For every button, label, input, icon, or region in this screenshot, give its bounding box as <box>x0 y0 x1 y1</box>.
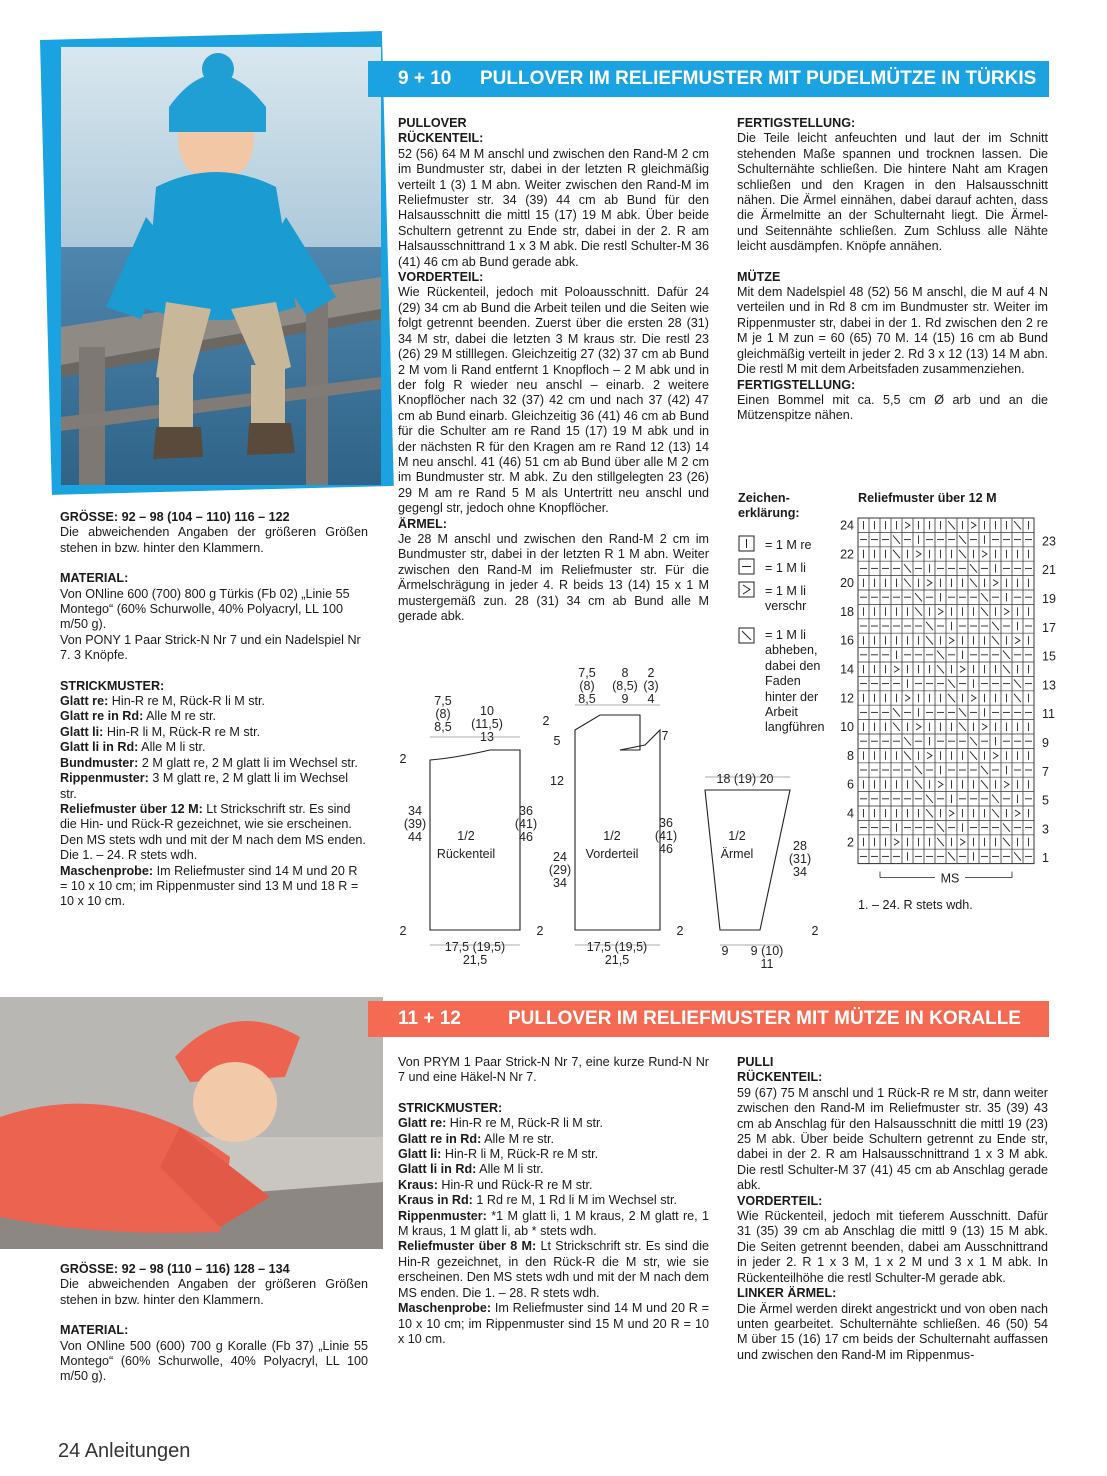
chart-row-left: 24 <box>840 518 854 533</box>
size2-heading: GRÖSSE: 92 – 98 (110 – 116) 128 – 134 <box>60 1262 290 1276</box>
size-text: Die abweichenden Angaben der größeren Größen stehen in bzw. hinter den Klammern. <box>60 525 368 555</box>
page-number: 24 <box>58 1440 81 1462</box>
chart-row-right: 19 <box>1042 591 1056 606</box>
section2-right-column <box>737 1055 1048 1363</box>
strickmuster2-heading: STRICKMUSTER: <box>398 1100 503 1115</box>
back-top-right: 10 (11,5) 13 <box>471 704 503 744</box>
finish-heading: FERTIGSTELLUNG: <box>737 116 856 130</box>
back-label: 1/2 Rückenteil <box>436 829 496 861</box>
knitting-chart <box>830 512 1080 912</box>
front-bottom: 17,5 (19,5) 21,5 <box>586 940 648 967</box>
back-height2: 36 (41) 46 <box>514 804 538 844</box>
chart-row-right: 23 <box>1042 534 1056 549</box>
strickmuster2-item: Reliefmuster über 8 M: Lt Strickschrift str. Es sind die Hin-R gezeichnet, in den Rück-R die M str, wie sie erscheinen. Den MS stets wdh und mit der M nach dem MS enden. Die 1. – 28. R stets wdh. <box>398 1239 710 1300</box>
front-five: 5 <box>553 734 561 748</box>
material2-text: Von ONline 500 (600) 700 g Koralle (Fb 37) „Linie 55 Montego“ (60% Schurwolle, 40% Polyacryl, LL 100 m/50 g). <box>60 1338 368 1384</box>
chart-row-left: 2 <box>847 835 854 850</box>
back-two-right: 2 <box>536 924 544 938</box>
chart-row-right: 3 <box>1042 822 1049 837</box>
front-text: Wie Rückenteil, jedoch mit Poloausschnitt. Dafür 24 (29) 34 cm ab Bund die Arbeit teilen und die Seiten wie folgt getrennt beenden. Zuerst über die ersten 28 (31) 34 M str, dabei die letzten 3 M kraus str. Die restl 23 (26) 29 M stilllegen. Gleichzeitig 27 (32) 37 cm ab Bund 2 M vom li Rand entfernt 1 Knopfloch – 2 M abk und in der folg R wieder neu anschl – einarb. 2 weitere Knopflöcher nach 32 (37) 42 cm und nach 37 (42) 47 cm ab Bund einarb. Gleichzeitig 36 (41) 46 cm ab Bund für die Schulter am re Rand 15 (17) 19 M abk und in der nächsten R für den Kragen am re Rand 12 (13) 14 M neu anschl. 41 (46) 51 cm ab Bund über alle M 2 cm im Bundmuster str. M abk. Zu den stillgelegten 23 (26) 29 M am re Rand 5 M als Untertritt neu anschl und gegengl str, jedoch ohne Knopflöcher. <box>398 285 709 516</box>
needles-text: Von PRYM 1 Paar Strick-N Nr 7, eine kurze Rund-N Nr 7 und eine Häkel-N Nr 7. <box>398 1055 709 1085</box>
footer-label: Anleitungen <box>84 1440 191 1462</box>
strickmuster2-item: Kraus: Hin-R und Rück-R re M str. <box>398 1177 593 1192</box>
pulli-heading: PULLI <box>737 1055 774 1069</box>
page-footer <box>58 1440 190 1462</box>
back-piece <box>430 750 520 930</box>
photo-boy-scene <box>61 47 381 485</box>
front-two-right: 2 <box>676 924 684 938</box>
back-height: 34 (39) 44 <box>403 804 427 844</box>
strickmuster-item: Glatt re in Rd: Alle M re str. <box>60 709 217 724</box>
front-label: 1/2 Vorderteil <box>585 829 639 861</box>
back-two-top: 2 <box>399 752 407 766</box>
chart-row-left: 10 <box>840 720 854 735</box>
chart-row-left: 14 <box>840 662 854 677</box>
chart-row-right: 5 <box>1042 793 1049 808</box>
strickmuster2-item: Glatt re: Hin-R re M, Rück-R li M str. <box>398 1116 604 1131</box>
legend-title: Zeichen- <box>738 491 790 505</box>
legend-item-li: = 1 M li <box>765 561 806 575</box>
section2-title: PULLOVER IM RELIEFMUSTER MIT MÜTZE IN KORALLE <box>508 1008 1021 1029</box>
section1-right-column <box>737 116 1048 424</box>
sleeve-text: Je 28 M anschl und zwischen den Rand-M 2 cm im Bundmuster str, dabei in der letzten R 1 M abn. Weiter zwischen den Rand-M im Reliefmuster str. Für die Ärmelschrägung in jeder 4. R beids 13 (14) 15 x 1 M mustergemäß zun. 28 (31) 34 cm ab Bund alle M gerade abk. <box>398 531 709 623</box>
section1-number: 9 + 10 <box>398 68 452 89</box>
chart-note: 1. – 24. R stets wdh. <box>858 898 973 912</box>
legend-symbols <box>738 535 758 655</box>
sleeve-top: 18 (19) 20 <box>716 772 774 786</box>
chart-row-left: 22 <box>840 547 854 562</box>
front-piece <box>575 715 660 930</box>
strickmuster-item: Rippenmuster: 3 M glatt re, 2 M glatt li im Wechsel str. <box>60 771 349 801</box>
strickmuster2-item: Glatt re in Rd: Alle M re str. <box>398 1131 555 1146</box>
chart-row-left: 8 <box>847 748 854 763</box>
front-top-3: 2 (3) 4 <box>643 666 659 706</box>
hat-finish-heading: FERTIGSTELLUNG: <box>737 377 856 392</box>
section2-mid-column <box>398 1055 709 1347</box>
hat-heading: MÜTZE <box>737 269 781 284</box>
legend-item-re: = 1 M re <box>765 538 812 552</box>
front-heading: VORDERTEIL: <box>398 270 484 285</box>
chart-title: Reliefmuster über 12 M <box>858 491 997 505</box>
back2-heading: RÜCKENTEIL: <box>737 1070 823 1085</box>
sleeve-two-right: 2 <box>811 924 819 938</box>
legend-item-abheben: = 1 M li abheben, dabei den Faden hinter der Arbeit langführen <box>765 628 825 735</box>
legend: Zeichen- erklärung: <box>738 491 838 522</box>
back-text: 52 (56) 64 M M anschl und zwischen den Rand-M 2 cm im Bundmuster str, dabei in der letzten R gleichmäßig verteilt 1 (3) 1 M abn. Weiter zwischen den Rand-M im Reliefmuster str. 34 (39) 44 cm ab Bund für den Halsausschnitt die mittl 15 (17) 19 M abk. Über beide Schultern getrennt zu Ende str, dabei in der 2. R am Halsausschnittrand 1 x 3 M abk. Die restl Schulter-M 36 (41) 46 cm ab Bund gerade abk. <box>398 146 709 269</box>
material2-heading: MATERIAL: <box>60 1323 129 1338</box>
sleeve-bottom-right: 9 (10) 11 <box>750 944 784 971</box>
section2-left-column <box>60 1262 368 1385</box>
sleeve-label: 1/2 Ärmel <box>720 829 754 861</box>
hat-text: Mit dem Nadelspiel 48 (52) 56 M anschl, die M auf 4 N verteilen und in Rd 8 cm im Bundmuster str. Weiter im Rippenmuster str, dabei in der 1. Rd zwischen den 2 re M je 1 M zun = 60 (65) 70 M. 14 (15) 16 cm ab Bund gleichmäßig verteilt in jeder 2. Rd 3 x 12 (13) 14 M abn. Die restl M mit dem Arbeitsfaden zusammenziehen. <box>737 285 1048 377</box>
strickmuster2-item: Kraus in Rd: 1 Rd re M, 1 Rd li M im Wechsel str. <box>398 1193 677 1208</box>
back2-text: 59 (67) 75 M anschl und 1 Rück-R re M str, dann weiter zwischen den Rand-M im Reliefmuster str. 35 (39) 43 cm ab Anschlag für den Halsausschnitt die mittl 19 (23) 25 M abk. Über beide Schultern getrennt zu Ende str, dabei in der 2. R am Halsausschnittrand 1 x 3 M abk. Die restl Schulter-M 37 (41) 45 cm ab Anschlag gerade abk. <box>737 1085 1048 1193</box>
front-two-top: 2 <box>542 714 550 728</box>
front-height: 24 (29) 34 <box>548 850 572 890</box>
material-text: Von ONline 600 (700) 800 g Türkis (Fb 02) „Linie 55 Montego“ (60% Schurwolle, 40% Polyacryl, LL 100 m/50 g). Von PONY 1 Paar Strick-N Nr 7 und ein Nadelspiel Nr 7. 3 Knöpfe. <box>60 586 361 663</box>
pullover-heading: PULLOVER <box>398 116 467 130</box>
strickmuster-heading: STRICKMUSTER: <box>60 678 165 693</box>
front-height2: 36 (41) 46 <box>654 816 678 856</box>
chart-row-left: 6 <box>847 777 854 792</box>
pattern-schematic <box>395 665 835 975</box>
size2-text: Die abweichenden Angaben der größeren Größen stehen in bzw. hinter den Klammern. <box>60 1277 368 1307</box>
sleeve-height: 28 (31) 34 <box>788 839 812 879</box>
front2-text: Wie Rückenteil, jedoch mit tieferem Ausschnitt. Dafür 31 (35) 39 cm ab Anschlag die mittl 9 (13) 15 M abk. Die Seiten getrennt beenden, dabei am Ausschnittrand in jeder 2. R 1 x 3 M, 1 x 2 M und 3 x 1 M abk. In Rückenteilhöhe die restl Schulter-M gerade abk. <box>737 1209 1048 1285</box>
strickmuster2-item: Rippenmuster: *1 M glatt li, 1 M kraus, 2 M glatt re, 1 M kraus, 1 M glatt li, ab * stets wdh. <box>398 1208 710 1239</box>
material-heading: MATERIAL: <box>60 571 129 586</box>
chart-row-right: 1 <box>1042 851 1049 866</box>
back-two-bottom: 2 <box>399 924 407 938</box>
left-sleeve-text: Die Ärmel werden direkt angestrickt und von oben nach unten gearbeitet. Schulternähte schließen. 46 (50) 54 M über 15 (16) 17 cm beids der Schulternaht auffassen und zwischen den Rand-M im Rippenmus- <box>737 1301 1048 1362</box>
chart-row-right: 11 <box>1042 707 1055 722</box>
strickmuster-item: Bundmuster: 2 M glatt re, 2 M glatt li im Wechsel str. <box>60 755 358 770</box>
chart-row-right: 7 <box>1042 764 1049 779</box>
front-top-2: 8 (8,5) 9 <box>612 666 638 706</box>
section1-mid-column <box>398 116 709 624</box>
photo-girl-coral <box>0 997 383 1249</box>
front-twelve: 12 <box>550 774 564 788</box>
chart-row-right: 21 <box>1042 563 1056 578</box>
sleeve-bottom-left: 9 <box>721 944 729 958</box>
sleeve-heading: ÄRMEL: <box>398 516 447 531</box>
back-bottom: 17,5 (19,5) 21,5 <box>444 940 506 967</box>
front-seven: 7 <box>661 729 669 743</box>
ms-label: MS <box>940 871 960 886</box>
chart-row-right: 17 <box>1042 620 1056 635</box>
chart-row-left: 12 <box>840 691 854 706</box>
strickmuster2-item: Glatt li in Rd: Alle M li str. <box>398 1162 544 1177</box>
strickmuster-item: Maschenprobe: Im Reliefmuster sind 14 M und 20 R = 10 x 10 cm; im Rippenmuster sind 13 M und 18 R = 10 x 10 cm. <box>60 863 359 909</box>
section2-number: 11 + 12 <box>398 1008 461 1029</box>
strickmuster-item: Glatt re: Hin-R re M, Rück-R li M str. <box>60 694 266 709</box>
chart-row-right: 13 <box>1042 678 1056 693</box>
section1-title-bar <box>368 61 1049 97</box>
strickmuster2-item: Maschenprobe: Im Reliefmuster sind 14 M und 20 R = 10 x 10 cm; im Rippenmuster sind 15 M und 20 R = 10 x 10 cm. <box>398 1301 709 1346</box>
legend-item-li-verschr: = 1 M li verschr <box>765 584 807 614</box>
hat-finish-text: Einen Bommel mit ca. 5,5 cm Ø arb und an die Mützenspitze nähen. <box>737 392 1048 423</box>
left-sleeve-heading: LINKER ÄRMEL: <box>737 1286 837 1301</box>
front2-heading: VORDERTEIL: <box>737 1193 823 1208</box>
strickmuster-item: Reliefmuster über 12 M: Lt Strickschrift str. Es sind die Hin- und Rück-R gezeichnet, wie sie erscheinen. Den MS stets wdh und mit der M nach dem MS enden. Die 1. – 24. R stets wdh. <box>60 801 366 863</box>
back-top-left: 7,5 (8) 8,5 <box>434 694 452 734</box>
back-heading: RÜCKENTEIL: <box>398 131 484 146</box>
section1-title: PULLOVER IM RELIEFMUSTER MIT PUDELMÜTZE IN TÜRKIS <box>480 68 1037 89</box>
chart-row-left: 20 <box>840 576 854 591</box>
strickmuster-item: Glatt li: Hin-R li M, Rück-R re M str. <box>60 724 261 739</box>
strickmuster-item: Glatt li in Rd: Alle M li str. <box>60 740 206 755</box>
chart-row-left: 18 <box>840 604 854 619</box>
chart-row-left: 16 <box>840 633 854 648</box>
section2-title-bar <box>368 1001 1049 1037</box>
strickmuster2-item: Glatt li: Hin-R li M, Rück-R re M str. <box>398 1147 599 1162</box>
size-heading: GRÖSSE: 92 – 98 (104 – 110) 116 – 122 <box>60 510 290 524</box>
chart-row-right: 15 <box>1042 649 1056 664</box>
chart-row-right: 9 <box>1042 735 1049 750</box>
section1-left-column <box>60 510 368 910</box>
finish-text: Die Teile leicht anfeuchten und laut der im Schnitt stehenden Maße spannen und trocknen lassen. Die Schulternähte schließen. Die hintere Naht am Kragen schließen und den Kragen in den Halsausschnitt nähen. Die Ärmel einnähen, dabei darauf achten, dass die Ärmelmitte an der Schulternaht liegt. Die Ärmel- und Seitennähte schließen. Zum Schluss alle Nähte leicht ausdämpfen. Knöpfe annähen. <box>737 131 1048 254</box>
chart-row-left: 4 <box>847 806 854 821</box>
front-top-1: 7,5 (8) 8,5 <box>578 666 596 706</box>
